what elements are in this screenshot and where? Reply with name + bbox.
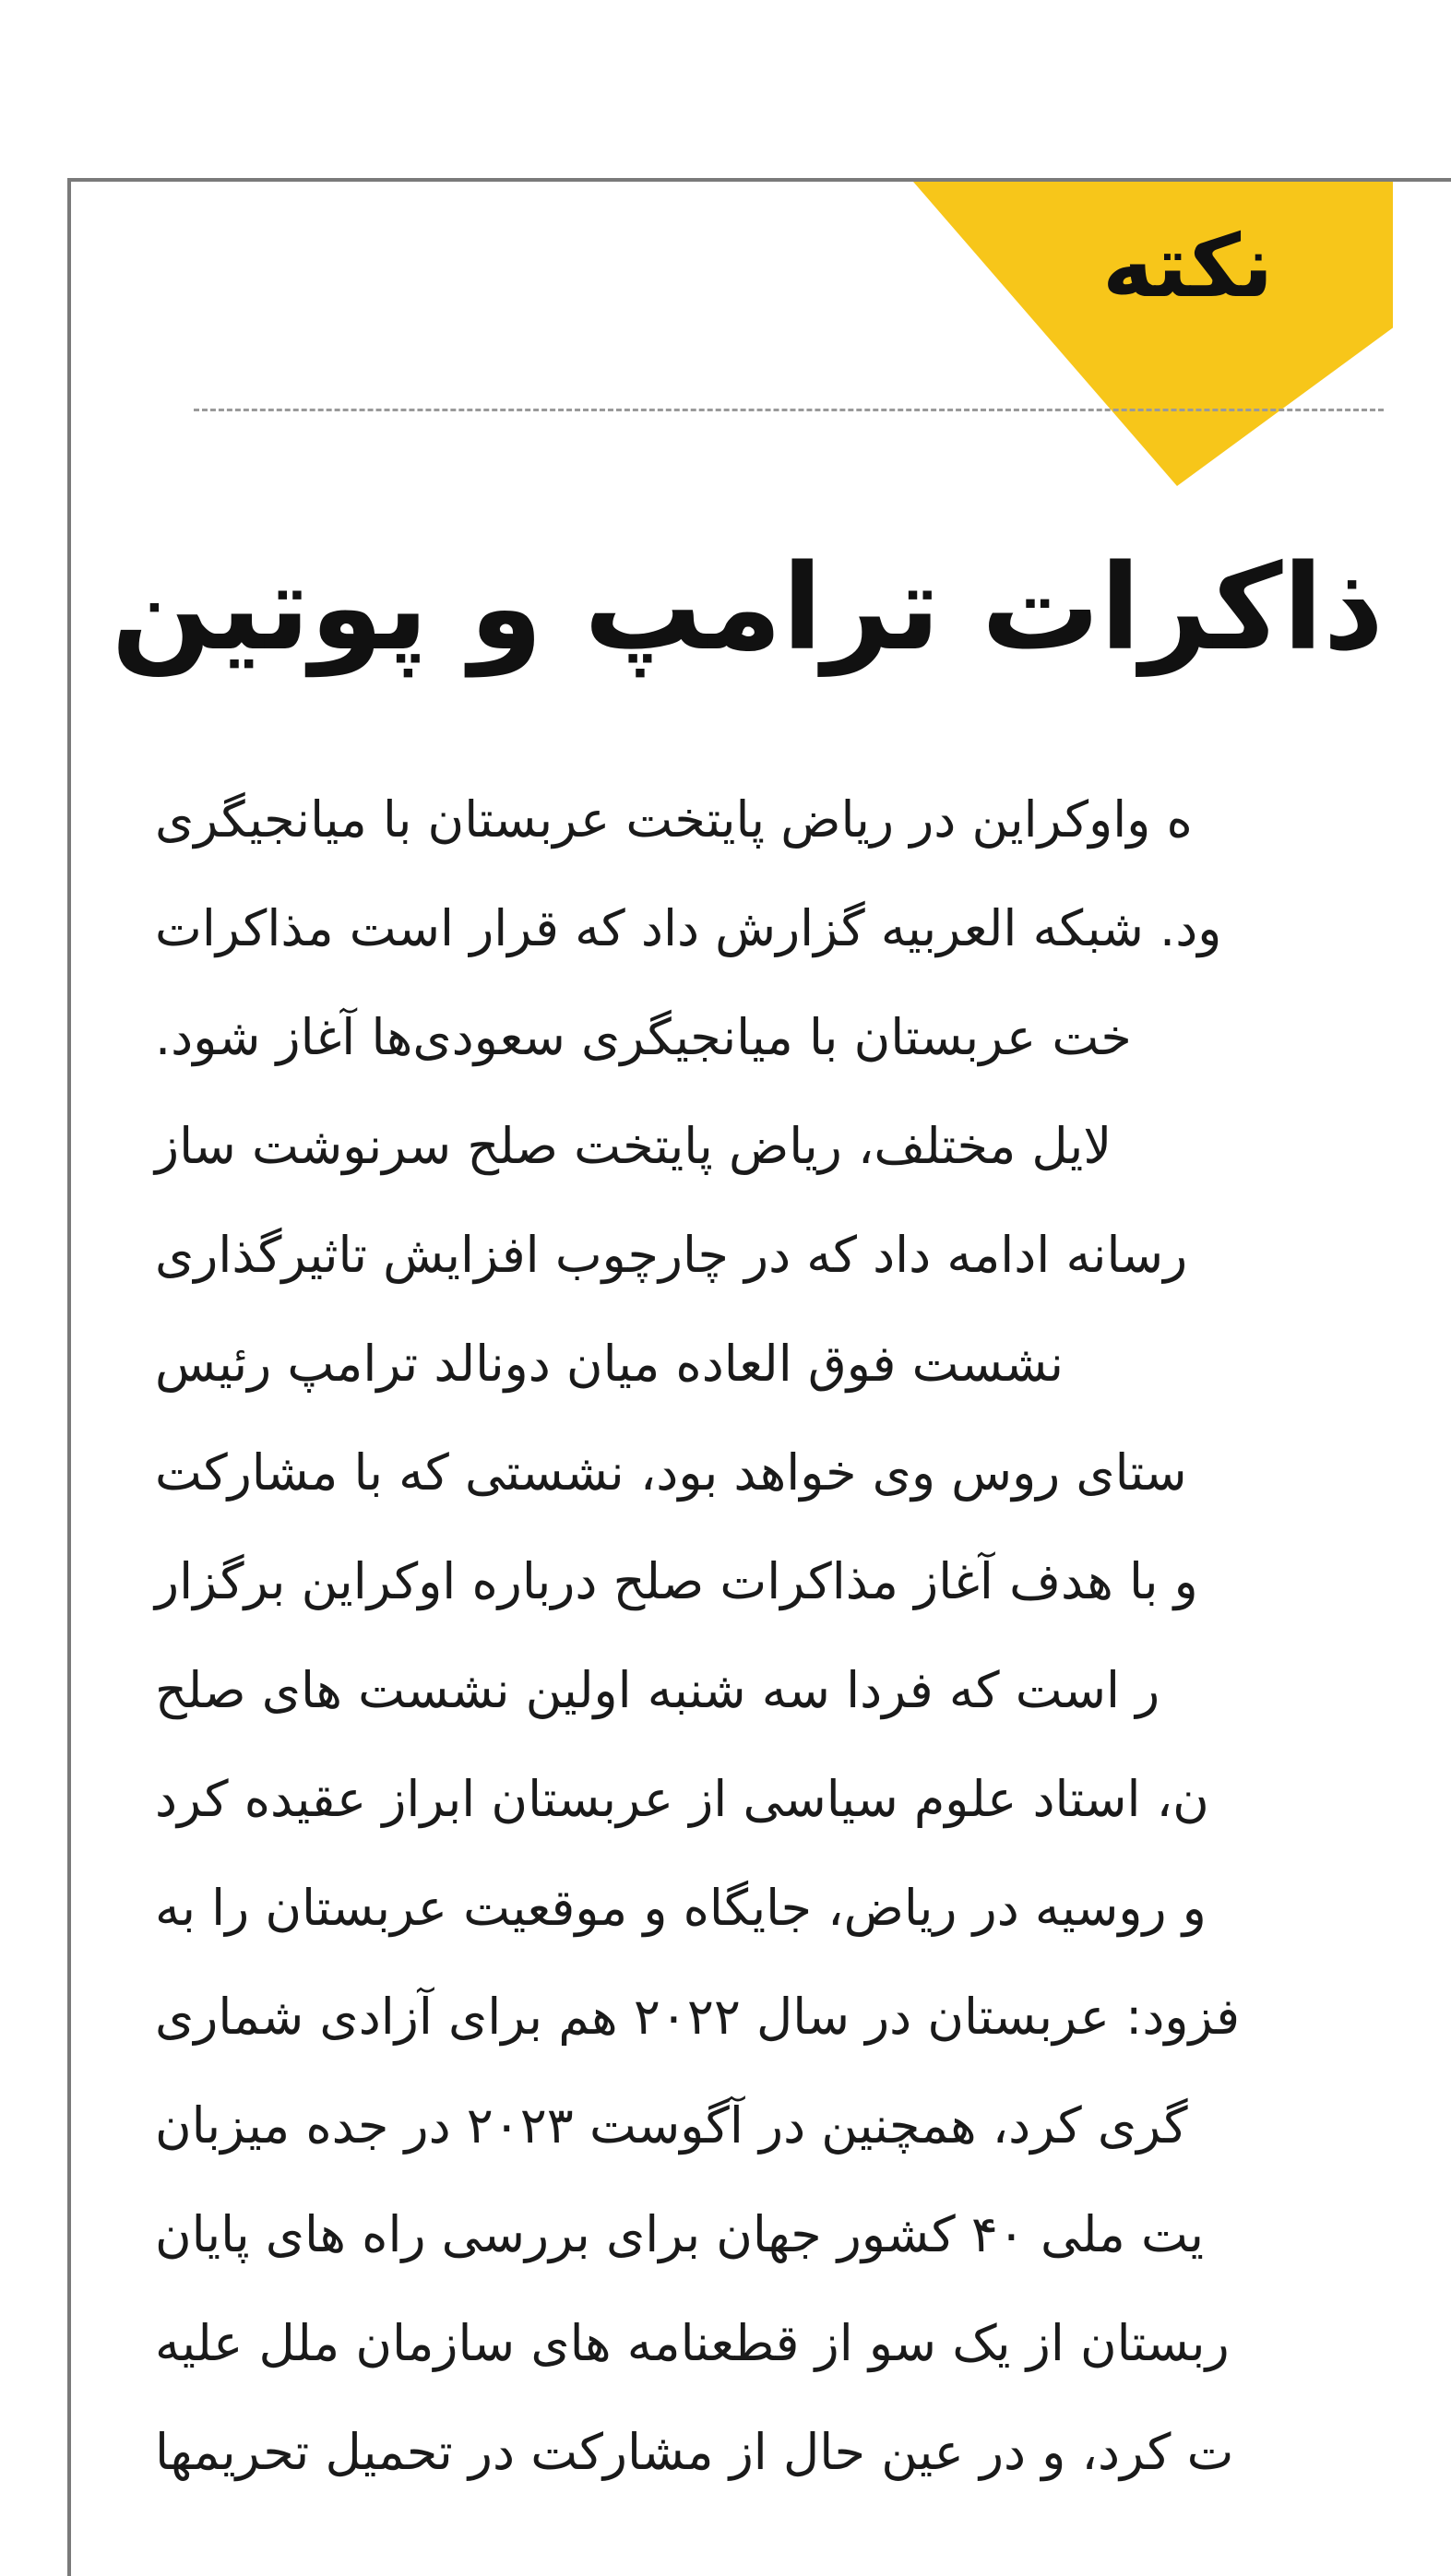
article-line: لایل مختلف، ریاض پایتخت صلح سرنوشت ساز xyxy=(155,1117,1112,1175)
article-line: خت عربستان با میانجیگری سعودی‌ها آغاز شود. xyxy=(155,1008,1132,1066)
article-line: ربستان از یک سو از قطعنامه های سازمان ملل علیه xyxy=(155,2314,1230,2372)
article-line: یت ملی ۴۰ کشور جهان برای بررسی راه های پایان xyxy=(155,2205,1205,2263)
article-line: و روسیه در ریاض، جایگاه و موقعیت عربستان را به xyxy=(155,1879,1207,1937)
article-line: ود. شبکه العربیه گزارش داد که قرار است مذاکرات xyxy=(155,899,1222,957)
article-title: ذاکرات ترامپ و پوتین xyxy=(111,540,1384,677)
article-line: نشست فوق العاده میان دونالد ترامپ رئیس xyxy=(155,1335,1064,1393)
article-line: ه واوکراین در ریاض پایتخت عربستان با میانجیگری xyxy=(155,790,1193,849)
article-line: ستای روس وی خواهد بود، نشستی که با مشارکت xyxy=(155,1443,1187,1502)
article-body xyxy=(155,766,1384,2507)
article-line: ت کرد، و در عین حال از مشارکت در تحمیل تحریمها xyxy=(155,2423,1234,2481)
article-line: و با هدف آغاز مذاکرات صلح درباره اوکراین برگزار xyxy=(155,1552,1198,1610)
article-line: فزود: عربستان در سال ۲۰۲۲ هم برای آزادی شماری xyxy=(155,1988,1241,2046)
article-line: ن، استاد علوم سیاسی از عربستان ابراز عقیده کرد xyxy=(155,1770,1209,1828)
dashed-divider xyxy=(194,409,1384,411)
article-line: گری کرد، همچنین در آگوست ۲۰۲۳ در جده میزبان xyxy=(155,2096,1188,2155)
article-line: ر است که فردا سه شنبه اولین نشست های صلح xyxy=(155,1661,1160,1719)
section-tag-label: نکته xyxy=(1102,217,1274,317)
article-line: رسانه ادامه داد که در چارچوب افزایش تاثیرگذاری xyxy=(155,1226,1188,1284)
